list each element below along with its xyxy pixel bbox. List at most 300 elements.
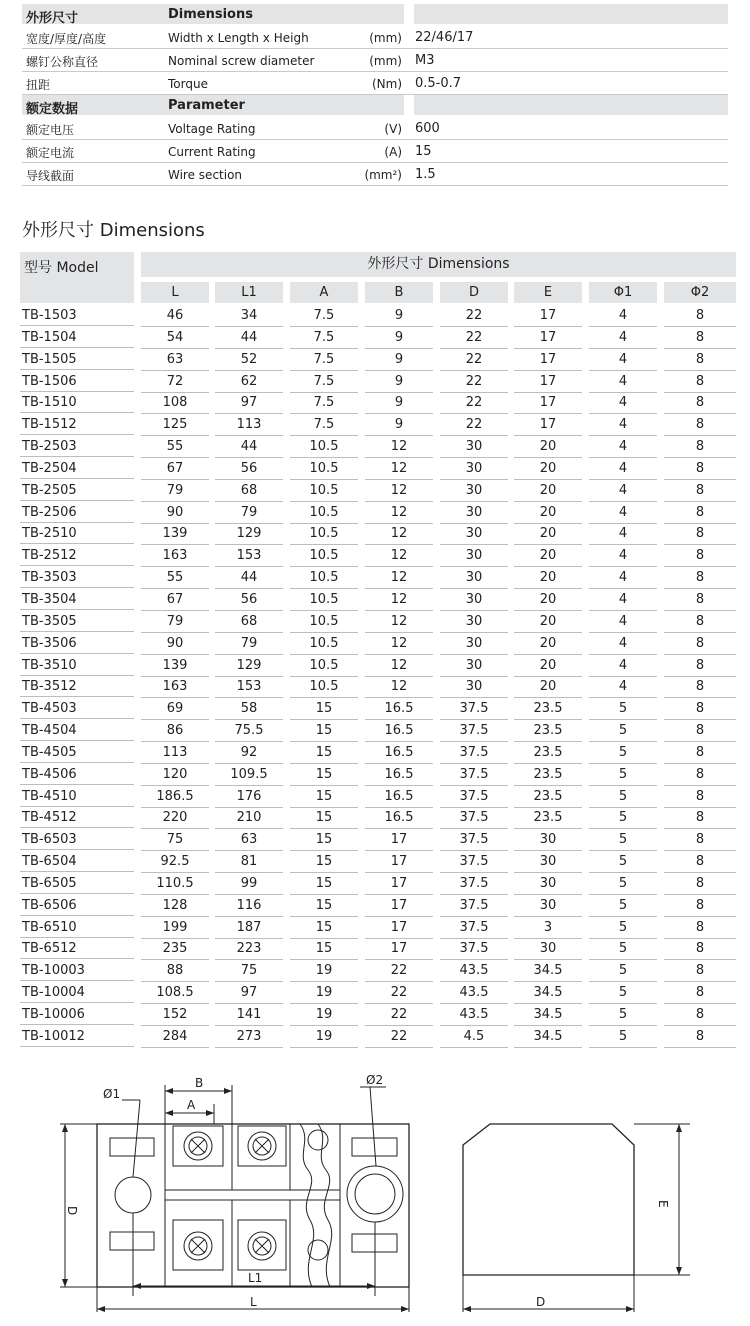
dimensions-group-header: 外形尺寸 Dimensions [141, 252, 736, 277]
table-cell: 15 [290, 917, 358, 939]
table-cell: 17 [365, 917, 433, 939]
table-cell: 4.5 [440, 1026, 508, 1048]
table-row [20, 807, 736, 829]
table-cell: 16.5 [365, 720, 433, 742]
model-cell: TB-4510 [20, 786, 134, 807]
model-cell: TB-1503 [20, 305, 134, 326]
table-cell: 44 [215, 567, 283, 589]
model-cell: TB-4503 [20, 698, 134, 719]
table-cell: 20 [514, 567, 582, 589]
table-cell: 23.5 [514, 786, 582, 808]
spec-value: 1.5 [415, 167, 436, 182]
model-cell: TB-3506 [20, 633, 134, 654]
table-cell: 10.5 [290, 436, 358, 458]
table-cell: 108.5 [141, 982, 209, 1004]
spec-row [22, 117, 728, 140]
table-cell: 22 [440, 349, 508, 371]
table-cell: 30 [440, 502, 508, 524]
table-cell: 5 [589, 895, 657, 917]
table-cell: 16.5 [365, 764, 433, 786]
table-cell: 8 [664, 829, 736, 851]
table-row [20, 720, 736, 742]
table-cell: 37.5 [440, 698, 508, 720]
model-cell: TB-2512 [20, 545, 134, 566]
table-cell: 10.5 [290, 480, 358, 502]
table-cell: 8 [664, 436, 736, 458]
table-cell: 22 [440, 371, 508, 393]
table-cell: 19 [290, 960, 358, 982]
model-cell: TB-3504 [20, 589, 134, 610]
spec-unit: (mm) [369, 31, 402, 45]
table-cell: 5 [589, 786, 657, 808]
table-row [20, 895, 736, 917]
table-cell: 72 [141, 371, 209, 393]
table-cell: 30 [514, 851, 582, 873]
spec-value: M3 [415, 53, 435, 68]
column-header: E [514, 282, 582, 303]
table-row [20, 1026, 736, 1048]
table-cell: 5 [589, 938, 657, 960]
table-cell: 67 [141, 458, 209, 480]
table-cell: 23.5 [514, 742, 582, 764]
table-cell: 30 [440, 545, 508, 567]
spec-unit: (mm²) [364, 168, 402, 182]
table-cell: 116 [215, 895, 283, 917]
table-cell: 5 [589, 764, 657, 786]
table-cell: 92 [215, 742, 283, 764]
table-cell: 30 [440, 611, 508, 633]
table-cell: 5 [589, 829, 657, 851]
section-title: 外形尺寸 Dimensions [22, 220, 205, 241]
spec-row [22, 72, 728, 95]
spec-unit: (Nm) [371, 77, 402, 91]
spec-value: 22/46/17 [415, 30, 474, 45]
table-cell: 15 [290, 698, 358, 720]
table-cell: 52 [215, 349, 283, 371]
table-cell: 12 [365, 502, 433, 524]
spec-value: 15 [415, 144, 432, 159]
table-cell: 4 [589, 349, 657, 371]
table-cell: 99 [215, 873, 283, 895]
table-cell: 37.5 [440, 807, 508, 829]
model-cell: TB-2503 [20, 436, 134, 457]
spec-en-label: Current Rating [168, 145, 256, 159]
table-row [20, 829, 736, 851]
model-cell: TB-2506 [20, 502, 134, 523]
table-cell: 55 [141, 567, 209, 589]
table-cell: 163 [141, 545, 209, 567]
table-cell: 10.5 [290, 502, 358, 524]
table-cell: 4 [589, 655, 657, 677]
table-cell: 108 [141, 392, 209, 414]
table-cell: 210 [215, 807, 283, 829]
table-cell: 86 [141, 720, 209, 742]
table-cell: 37.5 [440, 895, 508, 917]
table-cell: 20 [514, 589, 582, 611]
table-cell: 16.5 [365, 742, 433, 764]
table-cell: 284 [141, 1026, 209, 1048]
table-row [20, 873, 736, 895]
table-cell: 8 [664, 764, 736, 786]
table-cell: 5 [589, 917, 657, 939]
phi1-label: Ø1 [103, 1087, 121, 1101]
spec-header-row [22, 95, 728, 117]
table-cell: 30 [440, 633, 508, 655]
model-cell: TB-6506 [20, 895, 134, 916]
model-cell: TB-1506 [20, 371, 134, 392]
spec-cn-label: 宽度/厚度/高度 [26, 32, 107, 46]
table-cell: 8 [664, 873, 736, 895]
table-row [20, 523, 736, 545]
table-cell: 20 [514, 655, 582, 677]
table-cell: 20 [514, 480, 582, 502]
table-cell: 9 [365, 349, 433, 371]
table-cell: 58 [215, 698, 283, 720]
model-cell: TB-6510 [20, 917, 134, 938]
table-cell: 46 [141, 305, 209, 327]
table-cell: 8 [664, 349, 736, 371]
table-cell: 7.5 [290, 327, 358, 349]
table-cell: 44 [215, 436, 283, 458]
table-cell: 4 [589, 414, 657, 436]
table-cell: 139 [141, 655, 209, 677]
spec-cn-label: 额定电压 [26, 123, 75, 137]
table-cell: 79 [141, 480, 209, 502]
table-cell: 44 [215, 327, 283, 349]
table-row [20, 436, 736, 458]
table-cell: 187 [215, 917, 283, 939]
table-cell: 10.5 [290, 545, 358, 567]
table-cell: 16.5 [365, 786, 433, 808]
model-cell: TB-3503 [20, 567, 134, 588]
model-cell: TB-2504 [20, 458, 134, 479]
table-cell: 5 [589, 807, 657, 829]
spec-value: 600 [415, 121, 440, 136]
table-cell: 4 [589, 458, 657, 480]
spec-unit: (mm) [369, 54, 402, 68]
table-cell: 4 [589, 480, 657, 502]
table-cell: 12 [365, 567, 433, 589]
model-cell: TB-10004 [20, 982, 134, 1003]
table-cell: 16.5 [365, 698, 433, 720]
table-cell: 8 [664, 982, 736, 1004]
table-cell: 7.5 [290, 392, 358, 414]
spec-unit: (A) [384, 145, 402, 159]
table-cell: 17 [365, 829, 433, 851]
table-cell: 223 [215, 938, 283, 960]
table-row [20, 502, 736, 524]
table-cell: 139 [141, 523, 209, 545]
table-cell: 17 [365, 873, 433, 895]
model-cell: TB-4504 [20, 720, 134, 741]
table-cell: 12 [365, 523, 433, 545]
table-cell: 97 [215, 982, 283, 1004]
column-header: L1 [215, 282, 283, 303]
table-cell: 4 [589, 589, 657, 611]
table-cell: 43.5 [440, 1004, 508, 1026]
column-header: Φ2 [664, 282, 736, 303]
table-cell: 34.5 [514, 982, 582, 1004]
table-cell: 5 [589, 982, 657, 1004]
table-cell: 8 [664, 786, 736, 808]
table-cell: 5 [589, 1026, 657, 1048]
table-cell: 10.5 [290, 589, 358, 611]
spec-table [22, 4, 728, 186]
spec-en-label: Voltage Rating [168, 122, 256, 136]
table-cell: 141 [215, 1004, 283, 1026]
table-cell: 5 [589, 698, 657, 720]
table-cell: 4 [589, 502, 657, 524]
table-cell: 199 [141, 917, 209, 939]
model-cell: TB-10003 [20, 960, 134, 981]
table-cell: 20 [514, 633, 582, 655]
table-cell: 4 [589, 523, 657, 545]
table-cell: 129 [215, 655, 283, 677]
table-cell: 4 [589, 436, 657, 458]
table-cell: 7.5 [290, 371, 358, 393]
table-cell: 17 [365, 938, 433, 960]
table-cell: 22 [440, 305, 508, 327]
spec-en-label: Nominal screw diameter [168, 54, 315, 68]
table-cell: 8 [664, 502, 736, 524]
table-cell: 8 [664, 523, 736, 545]
table-cell: 37.5 [440, 917, 508, 939]
table-cell: 235 [141, 938, 209, 960]
table-cell: 12 [365, 633, 433, 655]
table-cell: 37.5 [440, 720, 508, 742]
table-cell: 8 [664, 742, 736, 764]
table-row [20, 676, 736, 698]
spec-cn-label: 扭距 [26, 78, 51, 92]
table-cell: 79 [141, 611, 209, 633]
spec-cn-label: 螺钉公称直径 [26, 55, 99, 69]
table-cell: 152 [141, 1004, 209, 1026]
table-cell: 30 [514, 829, 582, 851]
table-row [20, 589, 736, 611]
table-row [20, 392, 736, 414]
table-cell: 97 [215, 392, 283, 414]
table-cell: 8 [664, 960, 736, 982]
table-cell: 12 [365, 611, 433, 633]
table-cell: 4 [589, 371, 657, 393]
table-cell: 8 [664, 676, 736, 698]
table-cell: 8 [664, 371, 736, 393]
table-row [20, 633, 736, 655]
table-cell: 5 [589, 1004, 657, 1026]
column-header: L [141, 282, 209, 303]
table-cell: 30 [440, 480, 508, 502]
table-cell: 4 [589, 676, 657, 698]
spec-en-label: Width x Length x Heigh [168, 31, 309, 45]
table-cell: 19 [290, 1004, 358, 1026]
table-cell: 30 [440, 589, 508, 611]
table-cell: 37.5 [440, 742, 508, 764]
spec-en-label: Torque [168, 77, 208, 91]
table-cell: 92.5 [141, 851, 209, 873]
model-cell: TB-6503 [20, 829, 134, 850]
table-cell: 220 [141, 807, 209, 829]
table-cell: 4 [589, 633, 657, 655]
table-cell: 30 [440, 676, 508, 698]
table-cell: 10.5 [290, 655, 358, 677]
phi2-label: Ø2 [366, 1073, 384, 1087]
model-cell: TB-6504 [20, 851, 134, 872]
table-cell: 8 [664, 698, 736, 720]
table-cell: 129 [215, 523, 283, 545]
table-cell: 4 [589, 327, 657, 349]
table-cell: 12 [365, 458, 433, 480]
table-cell: 15 [290, 873, 358, 895]
table-cell: 17 [514, 349, 582, 371]
table-cell: 17 [514, 414, 582, 436]
dimensions-table-body [20, 305, 736, 1048]
model-cell: TB-4512 [20, 807, 134, 828]
spec-row [22, 26, 728, 49]
table-cell: 22 [440, 392, 508, 414]
model-column-header [20, 252, 134, 303]
table-cell: 9 [365, 414, 433, 436]
table-cell: 15 [290, 851, 358, 873]
table-cell: 23.5 [514, 698, 582, 720]
table-cell: 10.5 [290, 676, 358, 698]
table-cell: 67 [141, 589, 209, 611]
model-cell: TB-4506 [20, 764, 134, 785]
table-cell: 17 [365, 851, 433, 873]
table-cell: 4 [589, 545, 657, 567]
table-cell: 81 [215, 851, 283, 873]
table-cell: 110.5 [141, 873, 209, 895]
table-cell: 12 [365, 655, 433, 677]
table-cell: 17 [514, 371, 582, 393]
table-row [20, 414, 736, 436]
table-cell: 68 [215, 480, 283, 502]
table-cell: 56 [215, 458, 283, 480]
spec-row [22, 49, 728, 72]
table-cell: 163 [141, 676, 209, 698]
model-cell: TB-2510 [20, 523, 134, 544]
table-cell: 34 [215, 305, 283, 327]
table-row [20, 917, 736, 939]
table-cell: 22 [365, 982, 433, 1004]
table-cell: 3 [514, 917, 582, 939]
table-cell: 34.5 [514, 1026, 582, 1048]
spec-cn-label: 导线截面 [26, 169, 75, 183]
table-cell: 56 [215, 589, 283, 611]
table-cell: 22 [365, 1004, 433, 1026]
table-cell: 15 [290, 742, 358, 764]
table-cell: 12 [365, 545, 433, 567]
table-row [20, 764, 736, 786]
table-cell: 4 [589, 305, 657, 327]
table-cell: 55 [141, 436, 209, 458]
technical-drawing [0, 1060, 750, 1326]
table-cell: 62 [215, 371, 283, 393]
table-cell: 75.5 [215, 720, 283, 742]
table-cell: 37.5 [440, 764, 508, 786]
table-cell: 5 [589, 720, 657, 742]
table-cell: 153 [215, 676, 283, 698]
table-cell: 17 [514, 392, 582, 414]
table-cell: 90 [141, 502, 209, 524]
table-row [20, 938, 736, 960]
model-cell: TB-2505 [20, 480, 134, 501]
table-cell: 79 [215, 502, 283, 524]
spec-header-row [22, 4, 728, 26]
table-cell: 128 [141, 895, 209, 917]
table-cell: 8 [664, 807, 736, 829]
table-cell: 79 [215, 633, 283, 655]
table-cell: 37.5 [440, 938, 508, 960]
table-cell: 17 [514, 305, 582, 327]
table-cell: 19 [290, 982, 358, 1004]
table-cell: 8 [664, 567, 736, 589]
table-cell: 7.5 [290, 349, 358, 371]
e-label: E [656, 1200, 670, 1208]
table-row [20, 458, 736, 480]
table-cell: 16.5 [365, 807, 433, 829]
table-cell: 90 [141, 633, 209, 655]
table-cell: 30 [440, 523, 508, 545]
d-front-label: D [65, 1206, 79, 1216]
table-row [20, 327, 736, 349]
model-cell: TB-10012 [20, 1026, 134, 1047]
table-cell: 15 [290, 786, 358, 808]
table-cell: 8 [664, 1026, 736, 1048]
column-header: Φ1 [589, 282, 657, 303]
table-row [20, 480, 736, 502]
table-cell: 7.5 [290, 414, 358, 436]
model-cell: TB-4505 [20, 742, 134, 763]
model-cell: TB-1505 [20, 349, 134, 370]
table-cell: 75 [215, 960, 283, 982]
spec-en-label: Dimensions [168, 7, 253, 22]
table-cell: 68 [215, 611, 283, 633]
table-row [20, 611, 736, 633]
table-cell: 8 [664, 851, 736, 873]
spec-row [22, 163, 728, 186]
table-cell: 88 [141, 960, 209, 982]
table-cell: 15 [290, 829, 358, 851]
table-cell: 8 [664, 480, 736, 502]
table-cell: 17 [365, 895, 433, 917]
table-cell: 7.5 [290, 305, 358, 327]
d-side-label: D [536, 1295, 546, 1309]
table-cell: 30 [514, 938, 582, 960]
table-cell: 8 [664, 327, 736, 349]
table-cell: 9 [365, 327, 433, 349]
table-cell: 4 [589, 567, 657, 589]
table-cell: 37.5 [440, 786, 508, 808]
spec-unit: (V) [384, 122, 402, 136]
table-cell: 20 [514, 545, 582, 567]
table-cell: 8 [664, 895, 736, 917]
model-cell: TB-1504 [20, 327, 134, 348]
table-cell: 69 [141, 698, 209, 720]
table-cell: 8 [664, 633, 736, 655]
table-row [20, 545, 736, 567]
column-header: D [440, 282, 508, 303]
table-cell: 120 [141, 764, 209, 786]
model-cell: TB-6505 [20, 873, 134, 894]
table-cell: 109.5 [215, 764, 283, 786]
model-cell: TB-3510 [20, 655, 134, 676]
table-cell: 8 [664, 392, 736, 414]
table-cell: 125 [141, 414, 209, 436]
model-cell: TB-1510 [20, 392, 134, 413]
column-header: A [290, 282, 358, 303]
table-row [20, 742, 736, 764]
table-cell: 23.5 [514, 720, 582, 742]
